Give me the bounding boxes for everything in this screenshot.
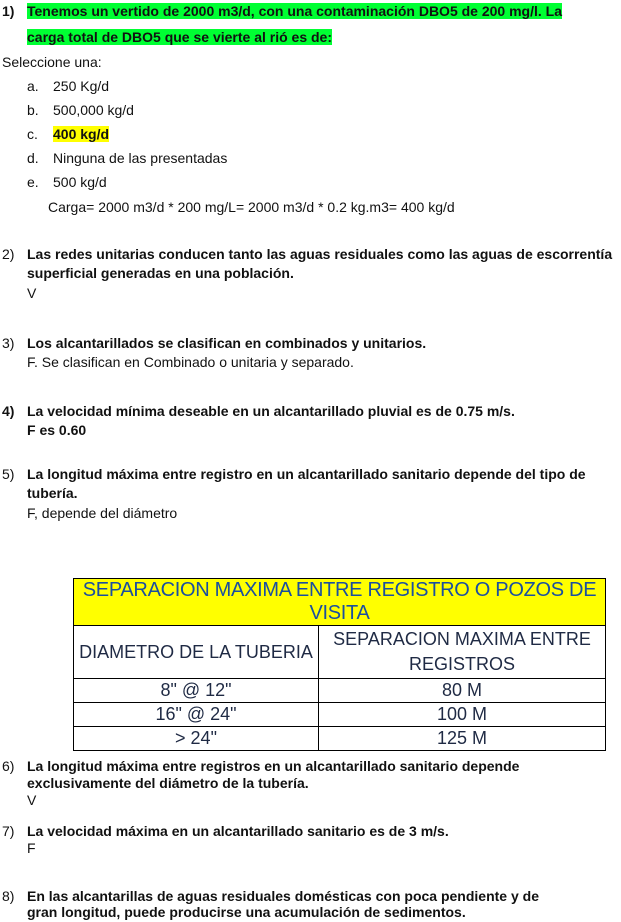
- q5-question-line2: tubería.: [27, 485, 78, 501]
- q8-question-line2: gran longitud, puede producirse una acumulación de sedimentos.: [27, 904, 466, 920]
- q7-number: 7): [2, 823, 15, 839]
- q4-question-line1: La velocidad mínima deseable en un alcantarillado pluvial es de 0.75 m/s.: [27, 403, 515, 419]
- separation-table: [73, 578, 606, 751]
- q7-answer: F: [27, 840, 36, 856]
- table-row: [74, 679, 606, 703]
- q3-number: 3): [2, 335, 15, 351]
- q1-option-b: b. 500,000 kg/d: [27, 102, 134, 118]
- q7-question-line1: La velocidad máxima en un alcantarillado sanitario es de 3 m/s.: [27, 823, 449, 839]
- q1-calculation: Carga= 2000 m3/d * 200 mg/L= 2000 m3/d * 0.2 kg.m3= 400 kg/d: [48, 199, 455, 215]
- q1-number: 1): [2, 3, 15, 19]
- q1-option-d: d. Ninguna de las presentadas: [27, 150, 228, 166]
- table-cell-separacion: 100 M: [319, 703, 606, 727]
- q2-question-line1: Las redes unitarias conducen tanto las aguas residuales como las aguas de escorrentía: [27, 246, 613, 262]
- table-header-separacion: [319, 626, 606, 679]
- q8-number: 8): [2, 888, 15, 904]
- q1-option-c: c. 400 kg/d: [27, 126, 110, 142]
- q1-prompt: Seleccione una:: [2, 54, 102, 70]
- q6-question-line2: exclusivamente del diámetro de la tubería.: [27, 775, 309, 791]
- q1-correct-answer: 400 kg/d: [53, 126, 110, 142]
- table-cell-diametro: 8" @ 12": [74, 679, 319, 703]
- table-cell-separacion: 125 M: [319, 727, 606, 751]
- q1-option-a: a. 250 Kg/d: [27, 78, 110, 94]
- table-cell-separacion: 80 M: [319, 679, 606, 703]
- q3-question-line1: Los alcantarillados se clasifican en combinados y unitarios.: [27, 335, 427, 351]
- q1-option-e: e. 500 kg/d: [27, 174, 107, 190]
- q4-number: 4): [2, 403, 15, 419]
- table-header-diametro: DIAMETRO DE LA TUBERIA: [74, 626, 319, 679]
- q2-number: 2): [2, 246, 15, 262]
- table-cell-diametro: 16" @ 24": [74, 703, 319, 727]
- q1-question-line1: Tenemos un vertido de 2000 m3/d, con una contaminación DBO5 de 200 mg/l. La: [27, 3, 562, 19]
- table-header-separacion-line2: REGISTROS: [408, 654, 515, 674]
- table-header-separacion-line1: SEPARACION MAXIMA ENTRE: [333, 629, 591, 649]
- table-cell-diametro: > 24": [74, 727, 319, 751]
- q5-answer: F, depende del diámetro: [27, 505, 178, 521]
- q1-question-line2: carga total de DBO5 que se vierte al rió es de:: [27, 29, 332, 45]
- q6-answer: V: [27, 792, 37, 808]
- table-title: SEPARACION MAXIMA ENTRE REGISTRO O POZOS DE VISITA: [74, 579, 606, 626]
- q2-question-line2: superficial generadas en una población.: [27, 265, 294, 281]
- q4-answer: F es 0.60: [27, 422, 87, 438]
- table-row: [74, 727, 606, 751]
- q5-number: 5): [2, 466, 15, 482]
- q2-answer: V: [27, 285, 37, 301]
- q6-number: 6): [2, 758, 15, 774]
- q3-answer: F. Se clasifican en Combinado o unitaria y separado.: [27, 354, 354, 370]
- table-row: [74, 703, 606, 727]
- q8-question-line1: En las alcantarillas de aguas residuales domésticas con poca pendiente y de: [27, 888, 539, 904]
- q5-question-line1: La longitud máxima entre registro en un alcantarillado sanitario depende del tipo de: [27, 466, 586, 482]
- q6-question-line1: La longitud máxima entre registros en un alcantarillado sanitario depende: [27, 758, 520, 774]
